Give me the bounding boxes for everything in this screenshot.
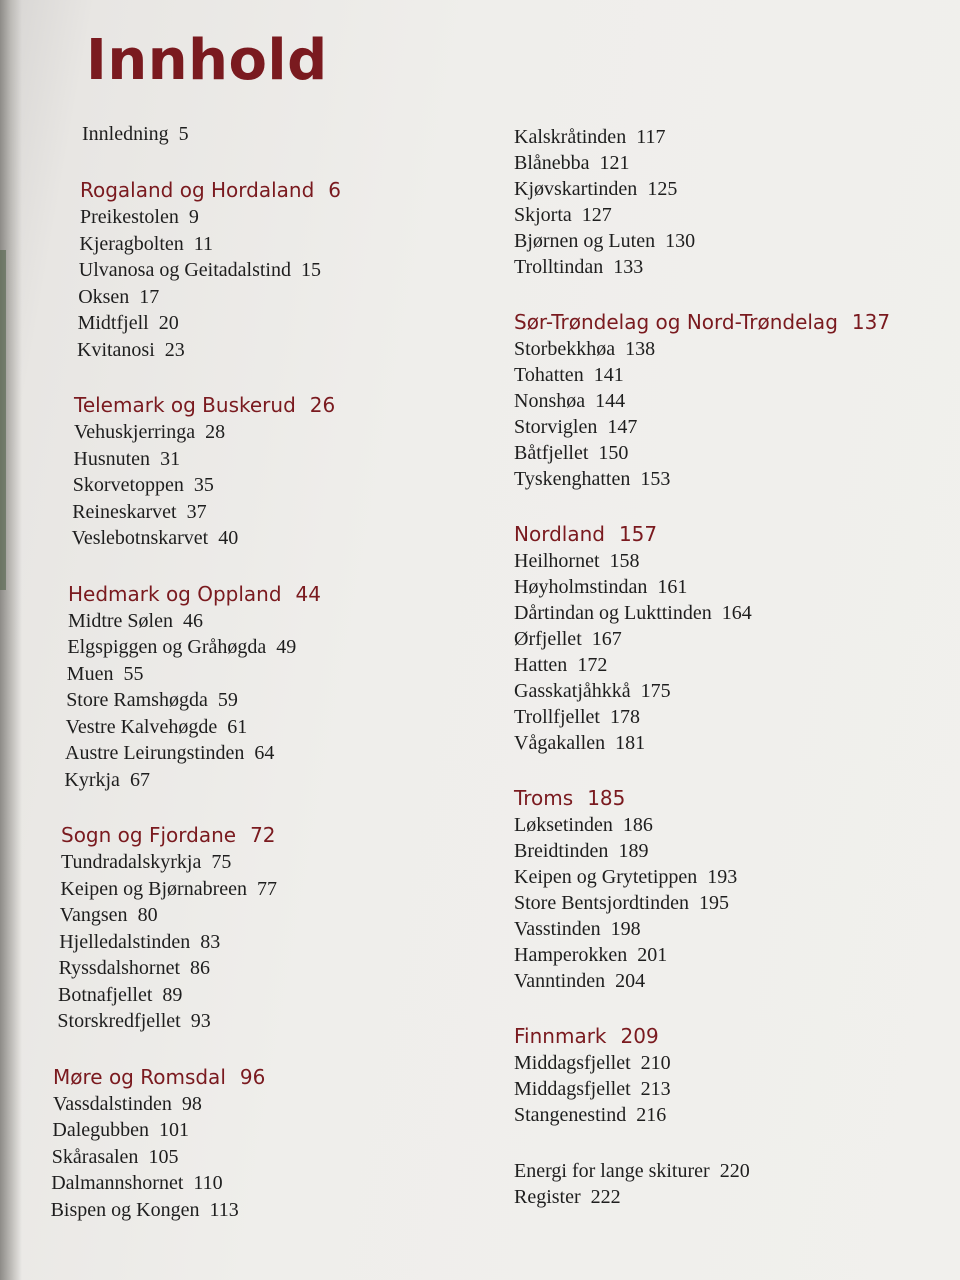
entry-label: Oksen	[78, 285, 130, 308]
toc-section	[48, 391, 448, 552]
entry-page: 110	[193, 1172, 223, 1194]
entry-label: Kjøvskartinden	[514, 178, 638, 200]
entry-page: 130	[665, 230, 696, 252]
entry-label: Vehuskjerringa	[74, 421, 196, 443]
section-heading	[48, 580, 448, 608]
toc-entry	[48, 929, 448, 956]
section-heading-page: 44	[295, 581, 321, 606]
toc-section	[48, 1063, 448, 1224]
toc-entry	[514, 890, 944, 916]
entry-label: Botnafjellet	[58, 983, 153, 1006]
entry-label: Midtfjell	[77, 312, 149, 334]
entry-page: 59	[217, 689, 238, 711]
entry-page: 31	[160, 447, 181, 470]
entry-label: Dalegubben	[52, 1119, 150, 1141]
toc-entry	[514, 388, 944, 414]
toc-section	[514, 308, 944, 492]
right-sections	[514, 308, 944, 1128]
section-heading-label: Møre og Romsdal	[53, 1064, 226, 1089]
entry-page: 93	[190, 1010, 211, 1032]
entry-label: Store Bentsjordtinden	[514, 892, 689, 914]
toc-entry	[514, 202, 944, 228]
entry-page: 80	[137, 904, 158, 926]
entry-page: 89	[162, 983, 183, 1006]
entry-page: 147	[607, 416, 638, 438]
toc-section	[514, 1022, 944, 1128]
toc-entry	[514, 124, 944, 150]
toc-entry	[514, 414, 944, 440]
entry-page: 153	[640, 468, 671, 490]
section-heading	[48, 391, 448, 419]
toc-right-column	[514, 124, 944, 1210]
entry-label: Nonshøa	[514, 390, 586, 412]
entry-label: Storbekkhøa	[514, 338, 616, 360]
entry-label: Trolltindan	[514, 256, 604, 278]
entry-page: 75	[211, 851, 232, 873]
toc-entry	[48, 446, 448, 473]
entry-page: 201	[637, 944, 668, 966]
entry-label: Hamperokken	[514, 944, 628, 966]
toc-entry	[514, 678, 944, 704]
section-heading-page: 157	[618, 522, 658, 546]
entry-page: 195	[698, 892, 729, 914]
entry-page: 49	[276, 636, 297, 658]
toc-entry	[514, 730, 944, 756]
toc-entry	[514, 626, 944, 652]
toc-entry	[48, 1091, 448, 1118]
toc-section	[48, 176, 448, 363]
entry-label: Keipen og Bjørnabreen	[60, 877, 247, 900]
entry-label: Storviglen	[514, 416, 598, 438]
entry-page: 198	[610, 918, 641, 940]
toc-entry	[48, 1117, 448, 1144]
entry-page: 121	[599, 152, 630, 174]
toc-entry	[514, 466, 944, 492]
entry-page: 117	[636, 126, 666, 148]
entry-page: 11	[193, 232, 214, 255]
entry-page: 220	[719, 1160, 750, 1182]
toc-entry	[514, 968, 944, 994]
entry-page: 189	[618, 840, 649, 862]
entry-label: Blånebba	[514, 152, 590, 174]
entry-page: 86	[190, 957, 211, 979]
entry-label: Preikestolen	[80, 206, 179, 228]
entry-label: Kjeragbolten	[79, 232, 184, 255]
entry-page: 204	[615, 970, 646, 992]
entry-page: 5	[178, 123, 189, 145]
toc-section	[514, 784, 944, 994]
section-heading-label: Troms	[514, 786, 574, 810]
entry-label: Reineskarvet	[72, 500, 177, 523]
entry-page: 46	[183, 609, 203, 632]
entry-label: Skjorta	[514, 204, 572, 226]
spine-edge	[0, 250, 6, 590]
entry-label: Ryssdalshornet	[58, 957, 181, 979]
toc-entry	[48, 714, 448, 741]
toc-entry	[514, 1076, 944, 1102]
entry-label: Energi for lange skiturer	[514, 1160, 710, 1182]
entry-label: Keipen og Grytetippen	[514, 866, 698, 888]
entry-page: 164	[721, 602, 752, 624]
entry-label: Hatten	[514, 654, 568, 676]
toc-entry	[514, 704, 944, 730]
entry-label: Innledning	[82, 123, 169, 145]
entry-label: Dalmannshornet	[51, 1172, 184, 1194]
entry-page: 161	[657, 576, 688, 598]
entry-page: 144	[595, 390, 626, 412]
toc-entry	[48, 1008, 448, 1035]
entry-label: Vassdalstinden	[53, 1092, 172, 1115]
toc-entry	[514, 1184, 944, 1210]
entry-page: 172	[577, 654, 608, 676]
toc-continued-list	[514, 124, 944, 280]
entry-page: 178	[609, 706, 640, 728]
toc-entry	[48, 231, 448, 258]
toc-entry	[514, 1050, 944, 1076]
section-heading-page: 96	[239, 1064, 266, 1089]
entry-label: Vasstinden	[514, 918, 601, 940]
toc-entry	[48, 337, 448, 364]
toc-intro-entry	[82, 118, 448, 150]
toc-entry	[48, 204, 448, 231]
entry-label: Veslebotnskarvet	[71, 527, 209, 549]
toc-entry	[514, 916, 944, 942]
toc-entry	[514, 150, 944, 176]
entry-label: Skorvetoppen	[72, 474, 184, 496]
entry-page: 222	[590, 1186, 621, 1208]
toc-entry	[514, 838, 944, 864]
toc-entry	[514, 176, 944, 202]
toc-entry	[48, 634, 448, 661]
entry-label: Kyrkja	[64, 768, 120, 791]
entry-page: 213	[640, 1078, 671, 1100]
entry-label: Ørfjellet	[514, 628, 582, 650]
section-heading	[48, 176, 448, 204]
entry-label: Skårasalen	[51, 1145, 139, 1168]
entry-label: Bispen og Kongen	[50, 1198, 200, 1221]
toc-section	[48, 580, 448, 794]
entry-label: Tyskenghatten	[514, 468, 631, 490]
section-heading-label: Hedmark og Oppland	[68, 581, 282, 606]
entry-page: 83	[200, 930, 221, 953]
section-heading-label: Sør-Trøndelag og Nord-Trøndelag	[514, 310, 838, 334]
entry-page: 141	[593, 364, 624, 386]
entry-page: 105	[148, 1145, 179, 1168]
toc-entry	[48, 257, 448, 284]
entry-page: 9	[188, 206, 199, 228]
entry-page: 158	[609, 550, 640, 572]
spine-shadow	[0, 0, 22, 1280]
entry-page: 20	[158, 312, 179, 334]
section-heading-label: Finnmark	[514, 1024, 607, 1048]
entry-label: Løksetinden	[514, 814, 613, 836]
entry-label: Ulvanosa og Geitadalstind	[78, 259, 291, 281]
toc-entry	[514, 228, 944, 254]
section-heading	[514, 784, 944, 812]
section-heading-page: 6	[328, 178, 342, 202]
entry-label: Middagsfjellet	[514, 1078, 631, 1100]
toc-left-column	[48, 118, 448, 1251]
toc-entry	[514, 1102, 944, 1128]
toc-entry	[48, 661, 448, 688]
section-heading-label: Rogaland og Hordaland	[80, 178, 315, 202]
entry-label: Stangenestind	[514, 1104, 627, 1126]
entry-page: 37	[186, 500, 207, 523]
toc-entry	[514, 548, 944, 574]
toc-entry	[48, 849, 448, 876]
toc-entry	[514, 362, 944, 388]
entry-label: Vestre Kalvehøgde	[65, 715, 218, 738]
toc-entry	[48, 740, 448, 767]
entry-label: Storskredfjellet	[57, 1010, 181, 1032]
section-heading-page: 137	[851, 310, 891, 334]
entry-label: Tundradalskyrkja	[61, 851, 202, 873]
entry-page: 181	[615, 732, 646, 754]
section-heading-page: 26	[309, 393, 336, 417]
entry-label: Kvitanosi	[77, 338, 155, 361]
toc-entry	[48, 687, 448, 714]
left-sections	[48, 176, 448, 1223]
toc-section	[514, 520, 944, 756]
toc-entry	[514, 600, 944, 626]
toc-entry	[48, 902, 448, 929]
entry-page: 67	[129, 768, 150, 791]
entry-label: Hjelledalstinden	[59, 930, 191, 953]
toc-entry	[48, 525, 448, 552]
entry-page: 113	[209, 1198, 239, 1221]
entry-page: 150	[598, 442, 629, 464]
entry-page: 210	[640, 1052, 671, 1074]
section-heading	[48, 821, 448, 849]
entry-page: 167	[591, 628, 622, 650]
entry-label: Vanntinden	[514, 970, 606, 992]
toc-appendix-list	[514, 1158, 944, 1210]
toc-entry	[48, 982, 448, 1009]
entry-label: Breidtinden	[514, 840, 609, 862]
entry-label: Gasskatjåhkkå	[514, 680, 631, 702]
entry-page: 125	[647, 178, 678, 200]
toc-entry	[514, 864, 944, 890]
entry-label: Tohatten	[514, 364, 584, 386]
entry-page: 15	[300, 259, 321, 281]
page-title: Innhold	[86, 28, 328, 93]
entry-page: 61	[227, 715, 248, 738]
toc-entry	[514, 254, 944, 280]
section-heading	[514, 308, 944, 336]
entry-page: 216	[636, 1104, 667, 1126]
toc-entry	[48, 1170, 448, 1197]
entry-page: 77	[257, 877, 277, 900]
section-heading-page: 72	[250, 823, 276, 847]
entry-label: Høyholmstindan	[514, 576, 648, 598]
toc-entry	[514, 440, 944, 466]
toc-entry	[48, 284, 448, 311]
entry-page: 127	[581, 204, 612, 226]
toc-entry	[514, 336, 944, 362]
toc-entry	[514, 574, 944, 600]
section-heading	[514, 520, 944, 548]
entry-page: 193	[707, 866, 738, 888]
toc-entry	[514, 812, 944, 838]
toc-entry	[514, 1158, 944, 1184]
toc-entry	[48, 608, 448, 635]
entry-page: 17	[139, 285, 160, 308]
section-heading	[48, 1063, 448, 1091]
toc-entry	[514, 652, 944, 678]
entry-page: 138	[625, 338, 656, 360]
toc-entry	[514, 942, 944, 968]
section-heading	[514, 1022, 944, 1050]
entry-page: 133	[613, 256, 644, 278]
entry-page: 35	[193, 474, 214, 496]
section-heading-label: Sogn og Fjordane	[61, 823, 237, 847]
entry-label: Heilhornet	[514, 550, 600, 572]
entry-label: Muen	[66, 662, 114, 685]
entry-page: 40	[218, 527, 239, 549]
entry-label: Midtre Sølen	[68, 609, 173, 632]
entry-label: Båtfjellet	[514, 442, 589, 464]
section-heading-page: 209	[620, 1024, 659, 1048]
toc-entry	[48, 1197, 448, 1224]
entry-label: Bjørnen og Luten	[514, 230, 656, 252]
entry-label: Austre Leirungstinden	[65, 742, 245, 764]
entry-label: Register	[514, 1186, 581, 1208]
section-heading-label: Telemark og Buskerud	[74, 393, 296, 417]
section-heading-page: 185	[587, 786, 626, 810]
entry-page: 101	[159, 1119, 190, 1141]
entry-page: 55	[123, 662, 144, 685]
entry-page: 28	[205, 421, 226, 443]
entry-label: Dårtindan og Lukttinden	[514, 602, 712, 624]
toc-entry	[48, 310, 448, 337]
entry-page: 98	[181, 1092, 202, 1115]
section-heading-label: Nordland	[514, 522, 605, 546]
toc-entry	[48, 499, 448, 526]
entry-page: 175	[640, 680, 671, 702]
toc-entry	[48, 419, 448, 446]
entry-page: 23	[164, 338, 185, 361]
entry-label: Kalskråtinden	[514, 126, 627, 148]
entry-label: Vangsen	[59, 904, 128, 926]
toc-entry	[48, 767, 448, 794]
entry-label: Store Ramshøgda	[66, 689, 208, 711]
toc-section	[48, 821, 448, 1035]
toc-entry	[48, 472, 448, 499]
entry-label: Middagsfjellet	[514, 1052, 631, 1074]
entry-page: 64	[254, 742, 275, 764]
entry-label: Trollfjellet	[514, 706, 600, 728]
toc-entry	[48, 1144, 448, 1171]
entry-label: Vågakallen	[514, 732, 606, 754]
entry-page: 186	[622, 814, 653, 836]
entry-label: Elgspiggen og Gråhøgda	[67, 636, 267, 658]
entry-label: Husnuten	[73, 447, 151, 470]
toc-entry	[48, 876, 448, 903]
toc-entry	[48, 955, 448, 982]
